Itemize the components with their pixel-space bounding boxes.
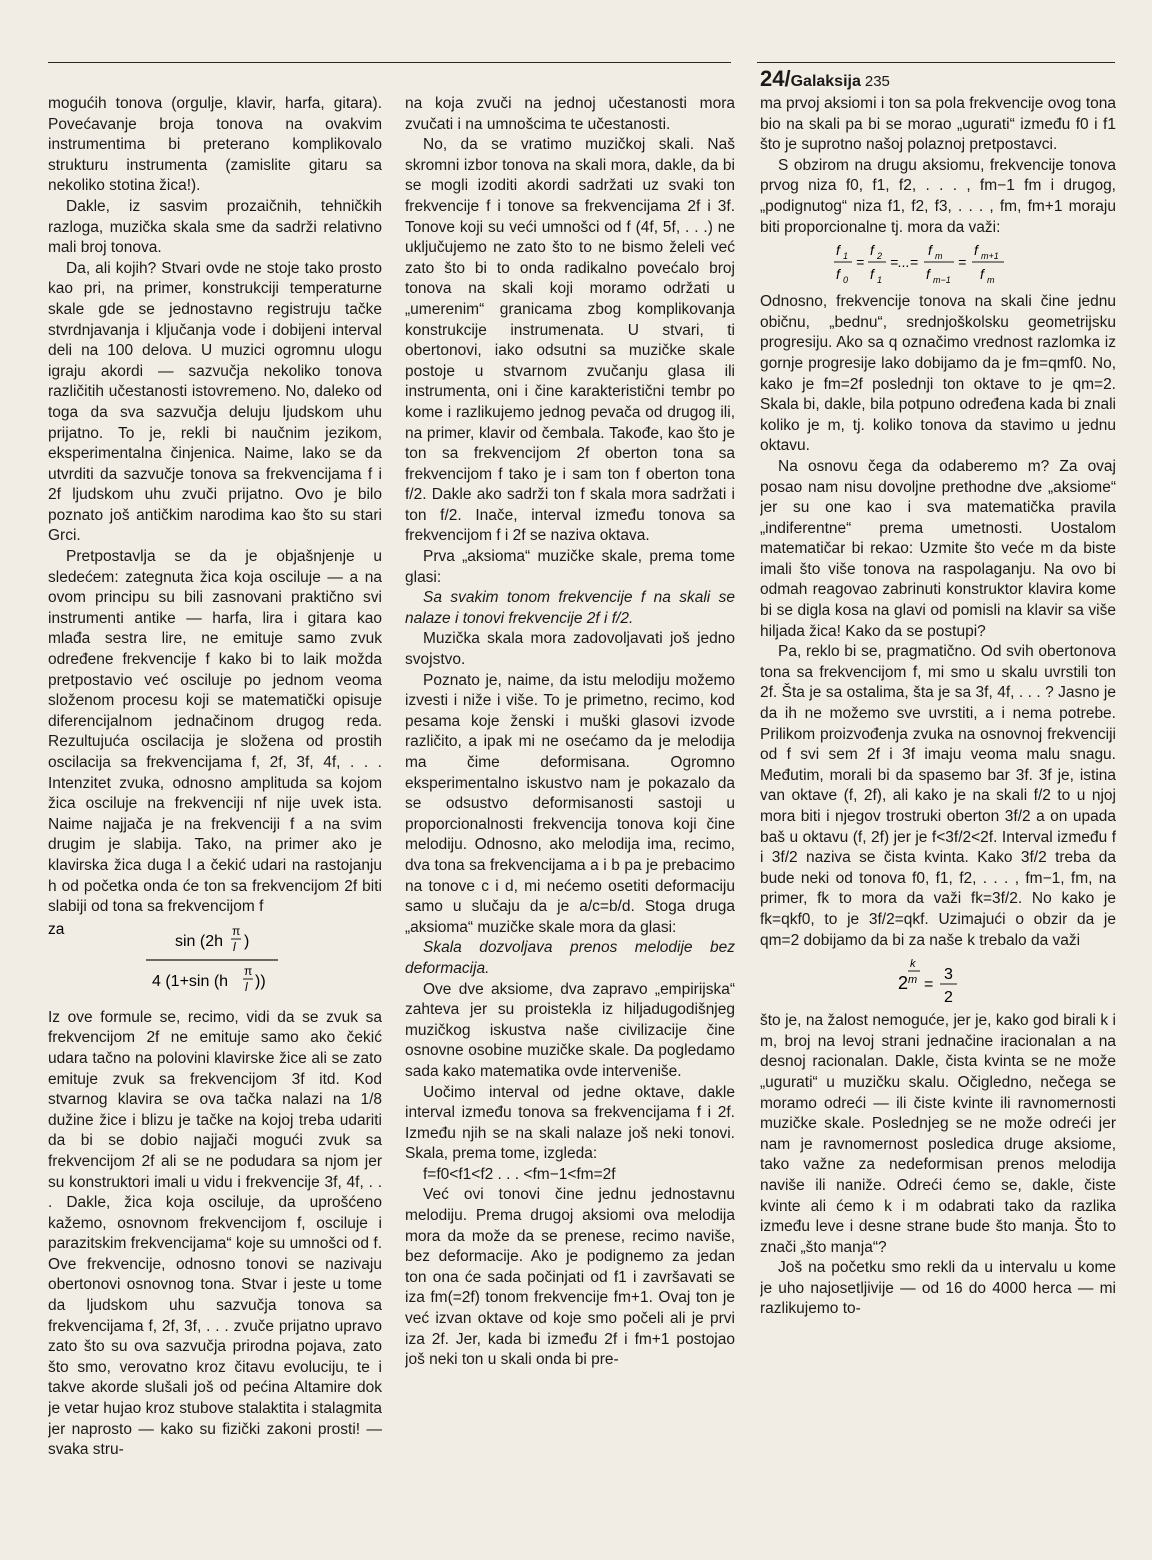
paragraph: na koja zvuči na jednoj učestanosti mora zvučati i na umnošcima te učestanosti.: [405, 95, 735, 133]
za-label: za: [48, 920, 65, 938]
paragraph: Odnosno, frekvencije tonova na skali čine jednu običnu, „bednu“, srednjoškolsku geometrijsku progresiju. Ako sa q označimo vrednost razlomka iz gornje progresije lako dobijamo da je fm=qmf0. No, kako je fm=2f poslednji ton oktave to je qm=2. Skala bi, dakle, bila potpuno određena kada bi znali koliko je m, tj. koliko tonova da stavimo u jednu oktavu.: [760, 293, 1116, 455]
first-axiom: Sa svakim tonom frekvencije f na skali se nalaze i tonovi frekvencije 2f i f/2.: [405, 589, 735, 627]
svg-text:f: f: [974, 242, 978, 259]
magazine-name: Galaksija: [790, 73, 861, 90]
kvinta-formula: [760, 953, 1116, 1007]
svg-text:3: 3: [944, 966, 953, 984]
svg-text:f: f: [836, 242, 840, 259]
paragraph: što je, na žalost nemoguće, jer je, kako god birali k i m, broj na levoj strani jednačine iracionalan a na desnoj racionalan. Dakle, čista kvinta se ne može „ugurati“ u muzičku skalu. Očigledno, nečega se moramo odreći — ili čiste kvinte ili ravnomernosti muzičke skale. Poslednjeg se ne može odreći jer nam je ravnomernost posledica druge aksiome, tako važne za nedeformisan prenos melodija naviše ili naniže. Odreći ćemo se, dakle, čiste kvinte ali ćemo k i m odabrati tako da razlika između leve i desne strane bude što manja. Što to znači „što manja“?: [760, 1012, 1116, 1256]
paragraph: ma prvoj aksiomi i ton sa pola frekvencije ovog tona bio na skali pa bi se morao „ugurati“ između f0 i f1 što je suprotno našoj polaznoj pretpostavci.: [760, 95, 1116, 154]
svg-text:l: l: [233, 939, 236, 954]
svg-text:2: 2: [877, 251, 883, 262]
svg-text:f: f: [870, 242, 874, 259]
paragraph: Iz ove formule se, recimo, vidi da se zvuk sa frekvencijom 2f ne emituje samo ako čekić udara tačno na polovini klavirske žice ali se zato emituje zvuk sa frekvencijom 3f itd. Kod stvarnog klavira se ova tačka nalazi na 1/8 dužine žice i blizu je tačke na kojoj treba udariti da bi se dobio najjači mogući zvuk sa frekvencijom 2f ali se ne podudara sa njom jer su konstruktori imali u vidu i frekvencije 3f, 4f, . . . Dakle, žica koja osciluje, da uprošćeno kažemo, osnovnom frekvencijom f, osciluje i parazitskim frekvencijama“ koje su umnošci od f. Ove frekvencije, odnosno tonovi se nazivaju obertonovi osnovnog tona. Stvar i jeste u tome da ljudskom uhu sazvučja tonova sa frekvencijama f, 2f, 3f, . . . zvuče prijatno upravo zato što su ova sazvučja prirodna pojava, zato što smo, verovatno kroz čitavu evoluciju, te i takve akorde slušali još od pećina Altamire dok je vetar hujao kroz stubove stalaktita i stalagmita jer naprosto — kako su fizički zakoni prosti! — svaka stru-: [48, 1008, 382, 1459]
svg-text:π: π: [232, 923, 241, 938]
svg-text:f: f: [980, 266, 984, 283]
ratio-formula-svg: [760, 240, 1116, 288]
top-rule-left: [48, 62, 731, 63]
paragraph: Ove dve aksiome, dva zapravo „empirijska“ zahteva jer su proistekla iz hiljadugodišnjeg muzičkog iskustva naše civilizacije čine osnovne osobine muzičke skale. Da pogledamo sada kako matematika ovde interveniše.: [405, 980, 735, 1080]
paragraph: Već ovi tonovi čine jednu jednostavnu melodiju. Prema drugoj aksiomi ova melodija mora da može da se prenese, recimo naviše, bez deformacije. Ako je podignemo za jedan ton ona će sada počinjati od f1 i završavati se iza fm(=2f) tonom frekvencije fm+1. Ovaj ton je već izvan oktave od koje smo počeli ali je prvi iza 2f. Jer, kada bi između 2f i fm+1 postojao još neki ton u skali onda bi pre-: [405, 1186, 735, 1369]
svg-text:1: 1: [843, 251, 849, 262]
svg-text:=: =: [856, 254, 865, 271]
second-axiom: Skala dozvoljava prenos melodije bez deformacija.: [405, 939, 735, 977]
paragraph: Uočimo interval od jedne oktave, dakle interval između tonova sa frekvencijama f i 2f. Između njih se na skali nalaze još neki tonovi. Skala, prema tome, izgleda:: [405, 1083, 735, 1163]
svg-text:m: m: [935, 251, 943, 262]
amplitude-formula: [48, 920, 382, 1004]
svg-text:0: 0: [843, 275, 849, 286]
svg-text:k: k: [910, 958, 916, 971]
formula-denominator: 4 (1+sin (h: [152, 972, 229, 990]
paragraph: Da, ali kojih? Stvari ovde ne stoje tako prosto kao pri, na primer, konstrukciji temperaturne skale gde se jednostavno registruju tačke stvrdnjavanja i ključanja vode i dobijeni interval deli na 100 delova. U muzici ogromnu ulogu igraju akordi — sazvučja nekoliko tonova različitih učestanosti istovremeno. No, daleko od toga da sva sazvučja deluju ljudskom uhu prijatno. To je, rekli bi naučnim jezikom, eksperimentalna činjenica. Naime, lako se da utvrditi da sazvučje tonova sa frekvencijama f i 2f ljudskom uhu zvuči prijatno. Ovo je bilo poznato još antičkim narodima kao što su stari Grci.: [48, 259, 382, 545]
top-rule-right: [757, 62, 1115, 63]
paragraph: Muzička skala mora zadovoljavati još jedno svojstvo.: [405, 630, 735, 669]
svg-text:=...=: =...=: [890, 254, 919, 271]
svg-text:l: l: [245, 979, 248, 994]
paragraph: No, da se vratimo muzičkoj skali. Naš skromni izbor tonova na skali mora, dakle, da bi se mogli izoditi akordi sadržati uz svaki ton frekvencije f i tonove sa frekvencijama 2f i 3f. Tonove koji su veći umnošci od f (4f, 5f, . . .) ne uključujemo ne zato što to ne bismo želeli već zato što bi to onda radikalno povećalo broj tonova na skali koji moramo održati u „umerenim“ granicama zbog komplikovanja konstrukcije instrumenata. U stvari, ti obertonovi, iako odsutni sa muzičke skale postoje u stvarnom zvučanju glasa ili instrumenta, oni i čine karakteristični tembr po kome i razlikujemo jednog pevača od drugog ili, na primer, klavir od čembala. Takođe, kao što je ton sa frekvencijom 2f oberton tona sa frekvencijom f tako je i sam ton f oberton tona f/2. Dakle ako sadrži ton f skala mora sadržati i ton f/2. Inače, interval između tonova sa frekvencijom f i 2f se naziva oktava.: [405, 136, 735, 545]
kvinta-formula-svg: [760, 953, 1116, 1007]
column-2: [405, 94, 735, 1544]
svg-text:)): )): [255, 972, 266, 990]
svg-text:f: f: [926, 266, 930, 283]
svg-text:f: f: [928, 242, 932, 259]
svg-text:f: f: [870, 266, 874, 283]
page-number: 235: [864, 73, 890, 90]
svg-text:=: =: [924, 976, 934, 994]
paragraph: Dakle, iz sasvim prozaičnih, tehničkih razloga, muzička skala sme da sadrži relativno mali broj tonova.: [48, 197, 382, 257]
svg-text:2: 2: [898, 973, 909, 994]
svg-text:1: 1: [877, 275, 883, 286]
svg-text:m+1: m+1: [981, 251, 999, 262]
paragraph: Pretpostavlja se da je objašnjenje u sledećem: zategnuta žica koja osciluje — a na ovom principu su bili zasnovani praktično svi instrumenti antike — harfa, lira i gitara kao mlađa sestra lire, ne emituje samo zvuk određene frekvencije f kako bi to laik možda pretpostavio već osciluje po jednom veoma složenom procesu koji se matematički opisuje diferencijalnom jednačinom drugog reda. Rezultujuća oscilacija je složena od prostih oscilacija sa frekvencijama f, 2f, 3f, 4f, . . . Intenzitet zvuka, odnosno amplituda sa kojom žica osciluje na frekvenciji nf nije uvek ista. Naime najjača je na frekvenciji f a na svim drugim je slabija. Tako, na primer ako je klavirska žica duga l a čekić udari na rastojanju h od početka onda će ton sa frekvencijom 2f biti slabiji od tona sa frekvencijom f: [48, 548, 382, 916]
paragraph: Prva „aksioma“ muzičke skale, prema tome glasi:: [405, 548, 735, 586]
formula-numerator: sin (2h: [175, 932, 224, 950]
svg-text:m−1: m−1: [933, 275, 951, 286]
svg-text:): ): [244, 932, 250, 950]
issue-number: 24/: [760, 66, 791, 91]
svg-text:m: m: [987, 275, 995, 286]
paragraph: mogućih tonova (orgulje, klavir, harfa, gitara). Povećavanje broja tonova na ovakvim instrumentima bi preterano komplikovalo strukturu instrumenta (zamislite gitaru sa nekoliko stotina žica!).: [48, 95, 382, 195]
svg-text:π: π: [244, 963, 253, 978]
paragraph: Još na početku smo rekli da u intervalu u kome je uho najosetljivije — od 16 do 4000 herca — mi razlikujemo to-: [760, 1259, 1116, 1318]
paragraph: Poznato je, naime, da istu melodiju možemo izvesti i niže i više. To je primetno, recimo, kod pesama koje ženski i muški glasovi izvode različito, a ipak mi ne osećamo da je melodija ma čime deformisana. Ogromno eksperimentalno iskustvo nam je pokazalo da se odsustvo deformisanosti sastoji u proporcionalnosti frekvencija tonova koji čine melodiju. Odnosno, ako melodija ima, recimo, dva tona sa frekvencijama a i b pa je prebacimo na tonove c i d, mi nećemo osetiti deformaciju samo u slučaju da je a/c=b/d. Stoga druga „aksioma“ muzičke skale mora da glasi:: [405, 671, 735, 936]
paragraph: S obzirom na drugu aksiomu, frekvencije tonova prvog niza f0, f1, f2, . . . , fm−1 fm i drugog, „podignutog“ niza f1, f2, f3, . . . , fm, fm+1 moraju biti proporcionalne tj. mora da važi:: [760, 156, 1116, 236]
paragraph: Pa, reklo bi se, pragmatično. Od svih obertonova tona sa frekvencijom f, mi smo u skalu uvrstili ton 2f. Šta je sa ostalima, šta je sa 3f, 4f, . . . ? Jasno je da ih ne možemo sve uvrstiti, a i nema potrebe. Prilikom proizvođenja zvuka na osnovnoj frekvenciji od f svi sem 2f i 3f imaju veoma malu snagu. Međutim, morali bi da spasemo bar 3f. 3f je, istina van oktave (f, 2f), ali kako je na skali f/2 to u njoj mora biti i njegov trostruki oberton 3f/2 a on upada baš u oktavu (f, 2f) jer je f<3f/2<2f. Interval između f i 3f/2 naziva se čista kvinta. Kako 3f/2 treba da bude neki od tonova f0, f1, f2, . . . , fm−1, fm, na primer, fk to mora da važi fk=3f/2. No kako je fk=qkf0, to je 3f/2=qkf. Uzimajući o obzir da je qm=2 dobijamo da bi za naše k trebalo da važi: [760, 643, 1116, 949]
svg-text:2: 2: [944, 989, 953, 1007]
svg-text:m: m: [908, 974, 918, 987]
running-head: [760, 66, 1120, 96]
paragraph: Na osnovu čega da odaberemo m? Za ovaj posao nam nisu dovoljne prethodne dve „aksiome“ jer su one kao i sva matematička pravila „indiferentne“ prema umetnosti. Uostalom matematičar bi rekao: Uzmite što veće m da biste imali što više tonova na raspolaganju. Na ovo bi odmah reagovao zabrinuti konstruktor klavira kome bi se digla kosa na glavi od pomisli na klavir sa više hiljada žica! Kako da se postupi?: [760, 457, 1116, 640]
svg-text:f: f: [836, 266, 840, 283]
ratio-formula: [760, 240, 1116, 288]
column-1: [48, 94, 382, 1544]
scale-chain-formula: f=f0<f1<f2 . . . <fm−1<fm=2f: [423, 1165, 616, 1183]
svg-text:=: =: [958, 254, 967, 271]
column-3: [760, 94, 1116, 1544]
